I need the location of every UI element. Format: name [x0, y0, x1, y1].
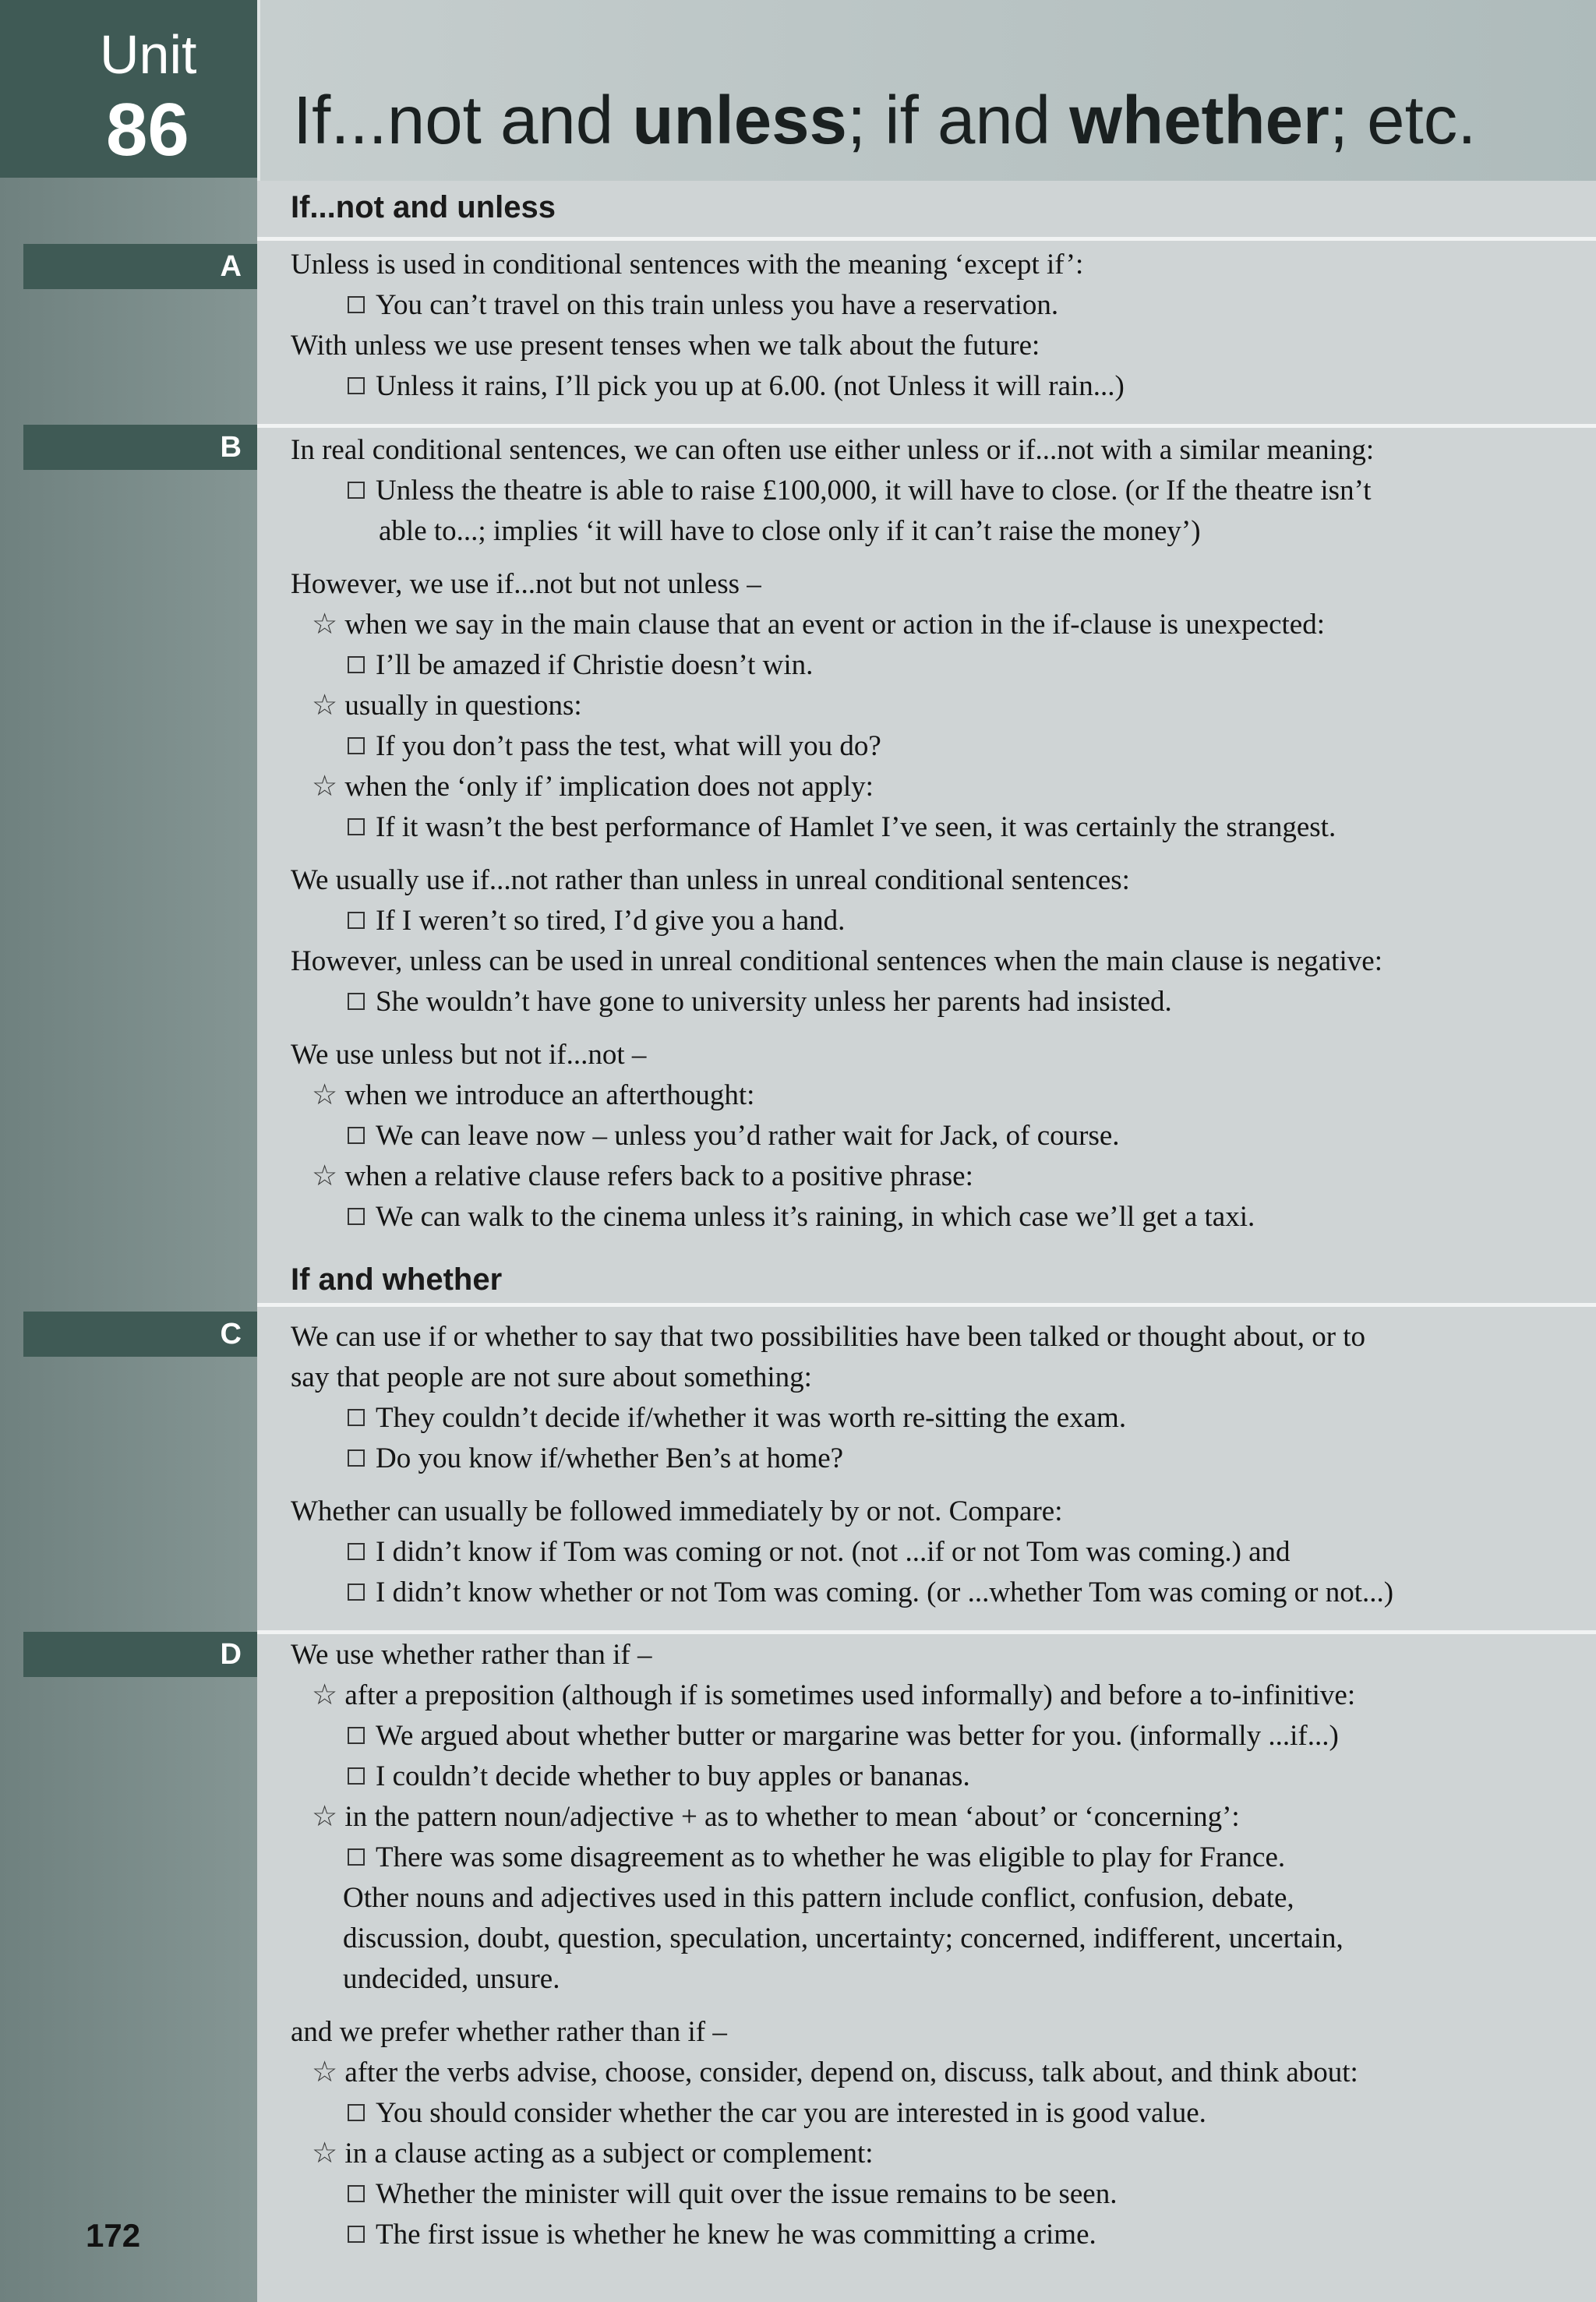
- bullet-text: after a preposition (although if is sometimes used informally) and before a to-infinitive:: [344, 1679, 1356, 1711]
- example-text: She wouldn’t have gone to university unless her parents had insisted.: [376, 986, 1172, 1018]
- example: [348, 1442, 843, 1476]
- rule-text: With unless we use present tenses when we talk about the future:: [291, 330, 1040, 362]
- bullet-text: usually in questions:: [344, 690, 582, 722]
- bullet-text: in a clause acting as a subject or complement:: [344, 2138, 874, 2170]
- example-text: You should consider whether the car you are interested in is good value.: [376, 2097, 1206, 2129]
- checkbox-bullet-icon: [348, 2185, 365, 2202]
- checkbox-bullet-icon: [348, 2226, 365, 2243]
- checkbox-bullet-icon: [348, 1449, 365, 1467]
- title-part: ; if and: [846, 83, 1070, 158]
- checkbox-bullet-icon: [348, 377, 365, 394]
- rule-text: We use unless but not if...not –: [291, 1039, 647, 1071]
- section-tab-c: C: [23, 1312, 257, 1357]
- example: [348, 1401, 1126, 1435]
- example-text: Unless it rains, I’ll pick you up at 6.00. (not Unless it will rain...): [376, 370, 1125, 402]
- example-text: Unless the theatre is able to raise £100,000, it will have to close. (or If the theatre isn’t: [376, 475, 1372, 507]
- checkbox-bullet-icon: [348, 1767, 365, 1785]
- section-tab-d: D: [23, 1632, 257, 1677]
- example-text: I didn’t know whether or not Tom was coming. (or ...whether Tom was coming or not...): [376, 1576, 1394, 1608]
- checkbox-bullet-icon: [348, 737, 365, 754]
- note-text: undecided, unsure.: [343, 1963, 560, 1995]
- bullet-text: when the ‘only if’ implication does not apply:: [344, 771, 874, 803]
- bullet-text: in the pattern noun/adjective + as to whether to mean ‘about’ or ‘concerning’:: [344, 1801, 1240, 1833]
- section-tab-a: A: [23, 244, 257, 289]
- note-text: discussion, doubt, question, speculation, uncertainty; concerned, indifferent, uncertain,: [343, 1922, 1344, 1954]
- bullet: [312, 770, 874, 804]
- bullet-text: when a relative clause refers back to a positive phrase:: [344, 1160, 973, 1192]
- example-text: I didn’t know if Tom was coming or not. (not ...if or not Tom was coming.) and: [376, 1536, 1291, 1568]
- bullet: [312, 2137, 874, 2171]
- example: [348, 288, 1058, 323]
- checkbox-bullet-icon: [348, 818, 365, 835]
- rule-text: In real conditional sentences, we can often use either unless or if...not with a similar meaning:: [291, 434, 1375, 466]
- bullet: [312, 689, 582, 723]
- example: [348, 1719, 1339, 1753]
- title-part: whether: [1069, 83, 1329, 158]
- star-icon: ☆: [312, 771, 345, 803]
- example: [348, 1576, 1393, 1610]
- example-text: If you don’t pass the test, what will you do?: [376, 730, 881, 762]
- bullet: [312, 1679, 1355, 1713]
- checkbox-bullet-icon: [348, 1848, 365, 1866]
- bullet-text: when we introduce an afterthought:: [344, 1079, 755, 1111]
- checkbox-bullet-icon: [348, 1208, 365, 1225]
- example-text: Whether the minister will quit over the issue remains to be seen.: [376, 2178, 1118, 2210]
- checkbox-bullet-icon: [348, 482, 365, 499]
- star-icon: ☆: [312, 2138, 345, 2170]
- rule-text: say that people are not sure about something:: [291, 1361, 812, 1393]
- checkbox-bullet-icon: [348, 1543, 365, 1560]
- example: [348, 904, 845, 938]
- checkbox-bullet-icon: [348, 1127, 365, 1144]
- sidebar: [0, 0, 257, 2302]
- star-icon: ☆: [312, 1801, 345, 1833]
- page-title: [293, 82, 1476, 160]
- bullet: [312, 608, 1325, 642]
- example: [348, 648, 813, 683]
- example-text: We can leave now – unless you’d rather wait for Jack, of course.: [376, 1120, 1120, 1152]
- example: [348, 729, 881, 764]
- example: [348, 1119, 1120, 1153]
- example-text: The first issue is whether he knew he was committing a crime.: [376, 2219, 1096, 2251]
- rule-text: Whether can usually be followed immediately by or not. Compare:: [291, 1495, 1063, 1527]
- bullet: [312, 1079, 754, 1113]
- example: [348, 2096, 1206, 2131]
- star-icon: ☆: [312, 1679, 345, 1711]
- example: [348, 1760, 970, 1794]
- example-continued: able to...; implies ‘it will have to close only if it can’t raise the money’): [379, 515, 1201, 547]
- title-part: ; etc.: [1329, 83, 1477, 158]
- example-text: If I weren’t so tired, I’d give you a hand.: [376, 905, 846, 937]
- subhead-if-whether: If and whether: [291, 1262, 503, 1297]
- rule-text: We use whether rather than if –: [291, 1639, 652, 1671]
- checkbox-bullet-icon: [348, 1727, 365, 1744]
- section-divider: [257, 1303, 1596, 1307]
- example: [348, 474, 1372, 508]
- star-icon: ☆: [312, 2057, 345, 2088]
- star-icon: ☆: [312, 609, 345, 641]
- unit-box: [0, 0, 257, 178]
- checkbox-bullet-icon: [348, 912, 365, 929]
- example: [348, 1841, 1285, 1875]
- example: [348, 1535, 1291, 1569]
- checkbox-bullet-icon: [348, 1409, 365, 1426]
- checkbox-bullet-icon: [348, 296, 365, 313]
- page-number: 172: [86, 2217, 141, 2254]
- unit-number: 86: [106, 88, 189, 171]
- example-text: I couldn’t decide whether to buy apples or bananas.: [376, 1760, 970, 1792]
- example: [348, 1200, 1255, 1234]
- star-icon: ☆: [312, 690, 345, 722]
- checkbox-bullet-icon: [348, 1584, 365, 1601]
- example: [348, 810, 1336, 845]
- rule-text: However, we use if...not but not unless –: [291, 568, 761, 600]
- example-text: I’ll be amazed if Christie doesn’t win.: [376, 649, 814, 681]
- example-text: They couldn’t decide if/whether it was worth re-sitting the exam.: [376, 1402, 1127, 1434]
- example-text: We can walk to the cinema unless it’s raining, in which case we’ll get a taxi.: [376, 1201, 1255, 1233]
- checkbox-bullet-icon: [348, 656, 365, 673]
- title-part: unless: [632, 83, 847, 158]
- checkbox-bullet-icon: [348, 2104, 365, 2121]
- rule-text: We usually use if...not rather than unless in unreal conditional sentences:: [291, 864, 1130, 896]
- subhead-if-not-unless: If...not and unless: [291, 190, 556, 224]
- title-part: If...not and: [293, 83, 633, 158]
- section-divider: [257, 1630, 1596, 1634]
- rule-text: However, unless can be used in unreal conditional sentences when the main clause is negative:: [291, 945, 1382, 977]
- rule-text: Unless is used in conditional sentences with the meaning ‘except if’:: [291, 249, 1084, 281]
- bullet: [312, 1160, 973, 1194]
- example: [348, 2218, 1096, 2252]
- example-text: Do you know if/whether Ben’s at home?: [376, 1442, 844, 1474]
- example: [348, 2177, 1117, 2212]
- checkbox-bullet-icon: [348, 993, 365, 1010]
- bullet-text: after the verbs advise, choose, consider, depend on, discuss, talk about, and think about:: [344, 2057, 1358, 2088]
- example: [348, 985, 1172, 1019]
- example: [348, 369, 1125, 404]
- note-text: Other nouns and adjectives used in this pattern include conflict, confusion, debate,: [343, 1882, 1294, 1914]
- example-text: You can’t travel on this train unless you have a reservation.: [376, 289, 1059, 321]
- example-text: There was some disagreement as to whether he was eligible to play for France.: [376, 1841, 1286, 1873]
- example-text: We argued about whether butter or margarine was better for you. (informally ...if...): [376, 1720, 1339, 1752]
- section-tab-b: B: [23, 425, 257, 470]
- section-divider: [257, 237, 1596, 241]
- section-divider: [257, 424, 1596, 428]
- example-text: If it wasn’t the best performance of Hamlet I’ve seen, it was certainly the strangest.: [376, 811, 1336, 843]
- unit-label: Unit: [100, 24, 197, 85]
- bullet-text: when we say in the main clause that an event or action in the if-clause is unexpected:: [344, 609, 1325, 641]
- rule-text: We can use if or whether to say that two possibilities have been talked or thought about, or to: [291, 1321, 1366, 1353]
- star-icon: ☆: [312, 1079, 345, 1111]
- bullet: [312, 2056, 1358, 2090]
- star-icon: ☆: [312, 1160, 345, 1192]
- rule-text: and we prefer whether rather than if –: [291, 2016, 727, 2048]
- page-header: [257, 0, 1596, 181]
- bullet: [312, 1800, 1240, 1834]
